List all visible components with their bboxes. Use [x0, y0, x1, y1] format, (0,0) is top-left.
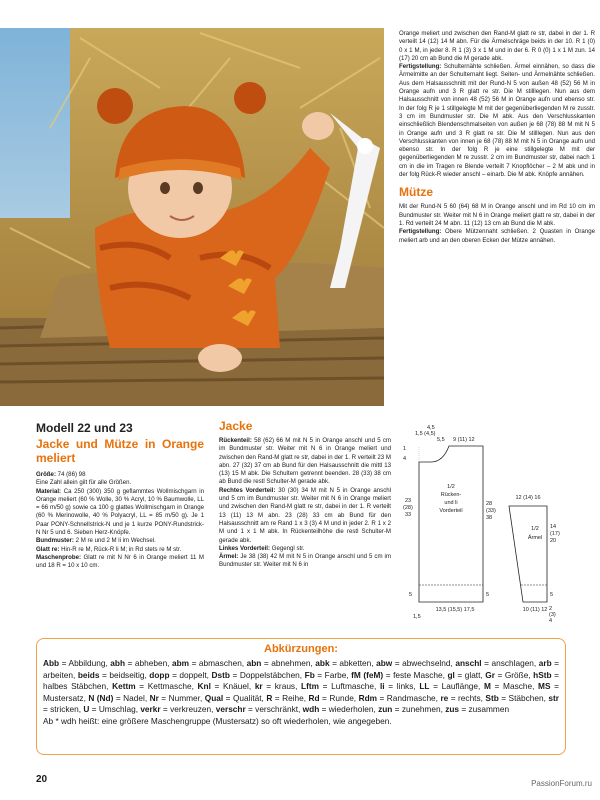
abbreviation-entry — [110, 658, 172, 668]
abbreviation-entry — [378, 704, 445, 714]
material-label: Material: — [36, 487, 62, 495]
abbreviation-entry — [315, 658, 376, 668]
abbreviation-meaning: = links, — [384, 681, 420, 692]
abbreviation-key: MS — [538, 681, 551, 692]
left-front-label: Linkes Vorderteil: — [219, 544, 271, 552]
left-front-text: Gegengl str. — [270, 544, 305, 552]
abbreviation-meaning: = Reihe, — [272, 692, 309, 703]
abbreviation-meaning: = rechts, — [448, 692, 486, 703]
stockinette-text: Hin-R re M, Rück-R li M; in Rd stets re M str. — [59, 545, 182, 553]
finishing-paragraph — [399, 63, 595, 179]
abbreviation-entry — [380, 681, 419, 691]
left-text-column — [36, 421, 204, 626]
sleeve-label-2: Ärmel — [527, 535, 543, 541]
abbreviation-entry — [205, 693, 267, 703]
abbreviation-meaning: = beidseitig, — [99, 669, 150, 680]
sleeve-bottom-width: 10 (11) 12 — [522, 607, 548, 613]
abbreviation-meaning: = Knäuel, — [210, 681, 255, 692]
sleeve-height-2: (17) — [550, 531, 560, 537]
abbreviation-entry — [247, 658, 316, 668]
sleeve-height-3: 20 — [550, 538, 557, 544]
sleeve-rib-height: 5 — [550, 592, 554, 598]
jacket-intro-text: Orange meliert und zwischen den Rand-M glatt re str, dabei in der 1. R verteilt 14 (12) 14 M abn. Für die Ärmelschräge beids in der 10. R 1 (0) 0 x 1 M, in jeder 8. R 1 (3) 3 x 1 M und in der 6. R 0 (0) 1 x 1 M zun. 14 (17) 20 cm ab Bund die M gerade abk. — [399, 30, 595, 62]
sleeve-height-1: 14 — [550, 524, 557, 530]
abbreviation-meaning: = Nummer, — [158, 692, 205, 703]
right-height-2: (33) — [486, 508, 496, 514]
abbreviation-meaning: = Kettmasche, — [135, 681, 198, 692]
sleeve-outline — [509, 506, 547, 602]
abbreviation-key: fM (feM) — [351, 669, 384, 680]
left-front-paragraph — [219, 545, 391, 553]
abbreviation-key: dopp — [149, 669, 170, 680]
hat-heading: Mütze — [399, 185, 433, 200]
abbreviation-entry — [198, 681, 255, 691]
schematic-svg — [397, 420, 597, 624]
right-text-column — [399, 30, 595, 386]
model-title: Modell 22 und 23 — [36, 421, 133, 435]
abbreviation-meaning: = Luftmasche, — [319, 681, 380, 692]
abbreviation-meaning: = Größe, — [494, 669, 534, 680]
abbreviation-key: Rd — [308, 692, 320, 703]
rib-label: Bundmuster: — [36, 537, 74, 545]
abbreviation-key: zus — [445, 704, 460, 715]
dim-label-4: 4 — [403, 456, 407, 462]
sleeve-label: Ärmel: — [219, 553, 239, 561]
dim-label-1: 1 — [403, 446, 407, 452]
abbreviations-footnote: Ab * wdh heißt: eine größere Maschengruppe (Mustersatz) so oft wiederholen, wie angegeben. — [43, 715, 392, 726]
abbreviation-key: beids — [77, 669, 100, 680]
rib-text: 2 M re und 2 M li im Wechsel. — [73, 537, 156, 545]
abbreviation-meaning: = arbeiten, — [43, 658, 560, 680]
abbreviation-meaning: = wiederholen, — [319, 704, 379, 715]
abbreviation-entry — [112, 681, 197, 691]
abbreviation-key: verkr — [140, 704, 161, 715]
abbreviation-meaning: = abwechselnd, — [392, 658, 456, 668]
dim-top-d: 9 (11) 12 — [453, 437, 475, 443]
abbreviation-key: Lftm — [301, 681, 320, 692]
body-piece-outline — [419, 446, 483, 602]
abbreviation-key: Gr — [485, 669, 495, 680]
abbreviation-key: N (Nd) — [88, 692, 114, 703]
abbreviation-meaning: = Doppelstäbchen, — [229, 669, 305, 680]
size-text: 74 (86) 98 — [55, 471, 86, 478]
watermark: PassionForum.ru — [531, 779, 592, 788]
abbreviation-entry — [485, 670, 533, 680]
abbreviation-entry — [440, 693, 485, 703]
abbreviation-meaning: = verschränkt, — [245, 704, 303, 715]
abbreviation-meaning: = abmaschen, — [189, 658, 247, 668]
right-front-text: 30 (30) 34 M mit N 5 in Orange anschl und 5 cm im Bundmuster str. Weiter mit N 6 in Orange meliert und zwischen den Rand-M glatt re str, dabei in der 1. R verteilt 13 (11) 13 M abn. 23 (28) 33 cm ab Bund für den Halsausschnitt am re Rand 1 x 3 (3) 4 M und in jeder 2. R 1 x 2 M und 1 x 1 M abk. In Rückenteilhöhe die restl Schulter-M gerade abk. — [219, 486, 391, 544]
abbreviation-key: Fb — [304, 669, 315, 680]
abbreviation-entry — [351, 670, 447, 680]
abbreviation-meaning: = halbes Stäbchen, — [43, 669, 559, 692]
abbreviation-entry — [150, 693, 205, 703]
abbreviation-key: Qual — [204, 692, 224, 703]
back-label: Rückenteil: — [219, 437, 252, 444]
middle-text-column — [219, 419, 391, 629]
gauge-label: Maschenprobe: — [36, 553, 82, 561]
right-front-paragraph — [219, 487, 391, 545]
abbreviation-key: str — [548, 692, 559, 703]
abbreviation-entry — [309, 693, 359, 703]
abbreviation-meaning: = doppelt, — [169, 669, 212, 680]
abbreviation-entry — [83, 704, 140, 714]
abbreviation-meaning: = glatt, — [454, 669, 486, 680]
size-label: Größe: — [36, 471, 56, 478]
body-rib-height-right: 5 — [486, 592, 490, 598]
back-text: 58 (62) 66 M mit N 5 in Orange anschl und 5 cm im Bundmuster str. Weiter mit N 6 in Orange meliert und zwischen den Rand-M glatt re str, dabei in der 1. R verteilt 23 M abn. 27 (32) 37 cm ab Bund für den Halsausschnitt die mittl 13 (13) 15 M abk. Die Schultern getrennt beenden. 28 (33) 38 cm ab Bund die restl Schulter-M gerade abk. — [219, 437, 391, 486]
abbreviation-meaning: = Abbildung, — [59, 658, 111, 668]
abbreviation-meaning: = zunehmen, — [392, 704, 446, 715]
abbreviation-meaning: = abketten, — [329, 658, 377, 668]
abbreviation-key: abm — [172, 658, 190, 668]
abbreviation-key: abk — [315, 658, 330, 668]
sleeve-label-1: 1/2 — [531, 526, 539, 532]
abbreviation-key: kr — [254, 681, 263, 692]
abbreviation-meaning: = verkreuzen, — [160, 704, 216, 715]
abbreviation-key: verschr — [215, 704, 246, 715]
pattern-schematic — [397, 420, 597, 624]
abbreviation-key: hStb — [533, 669, 552, 680]
abbreviation-key: arb — [538, 658, 552, 668]
abbreviation-key: Stb — [485, 692, 499, 703]
abbreviation-meaning: = Runde, — [319, 692, 359, 703]
abbreviation-entry — [140, 704, 215, 714]
hat-finishing-paragraph — [399, 228, 595, 245]
abbreviations-list — [43, 658, 559, 716]
abbreviation-key: R — [266, 692, 273, 703]
right-height-3: 38 — [486, 515, 493, 521]
right-height-1: 28 — [486, 501, 493, 507]
dim-top-b: 1,5 (4,5) — [415, 431, 436, 437]
gauge-text: Glatt re mit N Nr 6 in Orange meliert 11 M und 18 R = 10 x 10 cm. — [36, 553, 204, 570]
rib-paragraph — [36, 537, 204, 545]
jacket-heading: Jacke — [219, 419, 253, 433]
abbreviation-key: wdh — [302, 704, 320, 715]
abbreviation-key: Rdm — [358, 692, 378, 703]
abbreviation-entry — [301, 681, 380, 691]
abbreviation-meaning: = zusammen — [459, 704, 510, 715]
abbreviation-meaning: = Stäbchen, — [498, 692, 549, 703]
abbreviation-key: li — [380, 681, 385, 692]
left-height-1: 23 — [405, 498, 412, 504]
abbreviation-meaning: = Nadel, — [113, 692, 150, 703]
abbreviation-entry — [149, 670, 211, 680]
abbreviation-entry — [303, 704, 378, 714]
abbreviation-entry — [445, 704, 509, 714]
abbreviation-meaning: = Farbe, — [314, 669, 352, 680]
dim-top-a: 4,5 — [427, 425, 435, 431]
left-height-3: 33 — [405, 512, 412, 518]
finishing-label: Fertigstellung: — [399, 63, 442, 71]
abbreviation-key: M — [483, 681, 491, 692]
abbreviation-key: abh — [110, 658, 126, 668]
body-label-2: Rücken- — [440, 492, 462, 498]
body-width-label: 13,5 (15,5) 17,5 — [435, 607, 475, 613]
finishing-text: Schulternähte schließen. Ärmel einnähen, so dass die Ärmelmitte an der Schulternaht liegt. Seiten- und Ärmelnähte schließen. Aus dem Halsausschnitt mit der Rund-N 5 von außen 48 (52) 56 M in Orange aufn und 3 R glatt re str. Die M stilllegen. Nun aus dem Halsausschnitt von innen 48 (52) 56 M in Orange aufn und ebenso str. In der folg R je 1 stillgelegte M mit der gegenüberliegenden M re zusstr. 3 cm im Bundmuster str. Die M abk. Aus den Verschlusskanten einschließlich Blendenschmalseiten von außen je 68 (78) 88 M mit N 5 in Orange aufn und 3 R glatt re str. Die M stilllegen. Nun aus den Verschlusskanten von innen je 68 (78) 88 M mit N 5 in Orange aufn und ebenso str. In der folg R je eine stillgelegte M mit der gegenüberliegenden M re zusstr. 2 cm im Bundmuster str, dabei nach 1 cm in die im Tragen re Blende verteilt 7 Knopflöcher – 2 M abk und in der folg Rück-R wieder anschl – einarb. Die M abk. Knöpfe annähen. — [399, 63, 595, 179]
page-number: 20 — [36, 774, 48, 785]
left-height-2: (28) — [403, 505, 413, 511]
abbreviation-key: U — [83, 704, 90, 715]
size-paragraph — [36, 471, 204, 479]
abbreviation-entry — [172, 658, 247, 668]
sleeve-side-1: 2 — [549, 606, 553, 612]
abbreviation-key: anschl — [455, 658, 482, 668]
abbreviation-key: re — [440, 692, 449, 703]
gauge-paragraph — [36, 554, 204, 571]
abbreviation-entry — [212, 670, 305, 680]
sleeve-top-width: 12 (14) 16 — [515, 495, 541, 501]
abbreviation-entry — [216, 704, 303, 714]
abbreviation-meaning: = Umschlag, — [89, 704, 141, 715]
material-paragraph — [36, 488, 204, 538]
sleeve-side-3: 4 — [549, 618, 553, 624]
abbreviation-entry — [78, 670, 149, 680]
model-subtitle: Jacke und Mütze in Orange meliert — [36, 437, 204, 465]
abbreviation-key: Abb — [43, 658, 60, 668]
size-note: Eine Zahl allein gilt für alle Größen. — [36, 479, 132, 487]
abbreviation-entry — [266, 693, 308, 703]
abbreviation-entry — [419, 681, 484, 691]
sleeve-side-2: (3) — [549, 612, 556, 618]
abbreviation-key: Dstb — [211, 669, 230, 680]
abbreviation-key: LL — [419, 681, 430, 692]
back-paragraph — [219, 437, 391, 487]
abbreviation-meaning: = Randmasche, — [377, 692, 441, 703]
abbreviation-key: abn — [246, 658, 262, 668]
abbreviation-key: abw — [376, 658, 393, 668]
abbreviation-meaning: = abnehmen, — [261, 658, 316, 668]
baby-photo — [0, 28, 384, 406]
stockinette-paragraph — [36, 546, 204, 554]
stockinette-label: Glatt re: — [36, 545, 60, 553]
abbreviation-key: Kettm — [112, 681, 136, 692]
abbreviation-entry — [88, 693, 149, 703]
abbreviation-entry — [359, 693, 441, 703]
abbreviation-key: Knl — [197, 681, 211, 692]
abbreviation-entry — [376, 658, 455, 668]
abbreviation-entry — [484, 681, 538, 691]
abbreviation-meaning: = kraus, — [262, 681, 302, 692]
abbreviation-meaning: = feste Masche, — [383, 669, 448, 680]
body-label-1: 1/2 — [447, 484, 455, 490]
sleeve-paragraph — [219, 553, 391, 570]
right-front-label: Rechtes Vorderteil: — [219, 486, 276, 494]
material-text: Ca 250 (300) 350 g geflammtes Wollmischgarn in Orange meliert (60 % Wolle, 30 % Acryl, 10 % Baumwolle, LL = 66 m/50 g) sowie ca 100 g glattes Wollmischgarn in Orange (60 % Merinowolle, 40 % Polyacryl, LL = 85 m/50 g). Je 1 Paar PONY-Schnellstrick-N und je 1 kurze PONY-Rundstrick-N Nr 5 und 6. Sieben Herz-Knöpfe. — [36, 487, 204, 537]
sleeve-text: Je 38 (38) 42 M mit N 5 in Orange anschl und 5 cm im Bundmuster str. Weiter mit N 6 in — [219, 553, 391, 569]
abbreviation-meaning: = Qualität, — [223, 692, 267, 703]
abbreviation-meaning: = anschlagen, — [481, 658, 539, 668]
abbreviation-entry — [43, 658, 110, 668]
abbreviation-entry — [305, 670, 352, 680]
hat-finishing-text: Obere Mützennaht schließen. 2 Quasten in Orange meliert arb und an den oberen Ecken der Mütze annähen. — [399, 228, 595, 244]
abbreviation-meaning: = stricken, — [43, 704, 84, 715]
abbreviation-key: zun — [378, 704, 393, 715]
abbreviation-key: Nr — [149, 692, 159, 703]
hat-finishing-label: Fertigstellung: — [399, 228, 442, 236]
abbreviations-title: Abkürzungen: — [264, 643, 338, 655]
body-rib-height-left: 5 — [409, 592, 413, 598]
body-label-3: und li — [444, 500, 458, 506]
photo-illustration — [0, 28, 384, 406]
abbreviation-entry — [447, 670, 485, 680]
abbreviation-meaning: = Lauflänge, — [429, 681, 484, 692]
abbreviation-entry — [485, 693, 548, 703]
abbreviation-meaning: = Mustersatz, — [43, 681, 559, 703]
dim-top-c: 5,5 — [437, 437, 445, 443]
abbreviation-entry — [255, 681, 301, 691]
hat-text: Mit der Rund-N 5 60 (64) 68 M in Orange anschl und im Rd 10 cm im Bundmuster str. Weiter mit N 6 in Orange meliert glatt re str, dabei in der 1. Rd verteilt 24 M abn. 11 (12) 13 cm ab Bund die M abk. — [399, 203, 595, 227]
abbreviation-entry — [455, 658, 538, 668]
body-label-4: Vorderteil — [439, 508, 463, 514]
body-edge-label: 1,5 — [413, 614, 421, 620]
abbreviation-meaning: = abheben, — [125, 658, 172, 668]
abbreviation-key: gl — [447, 669, 455, 680]
abbreviations-box — [36, 638, 566, 755]
abbreviation-meaning: = Masche, — [490, 681, 539, 692]
